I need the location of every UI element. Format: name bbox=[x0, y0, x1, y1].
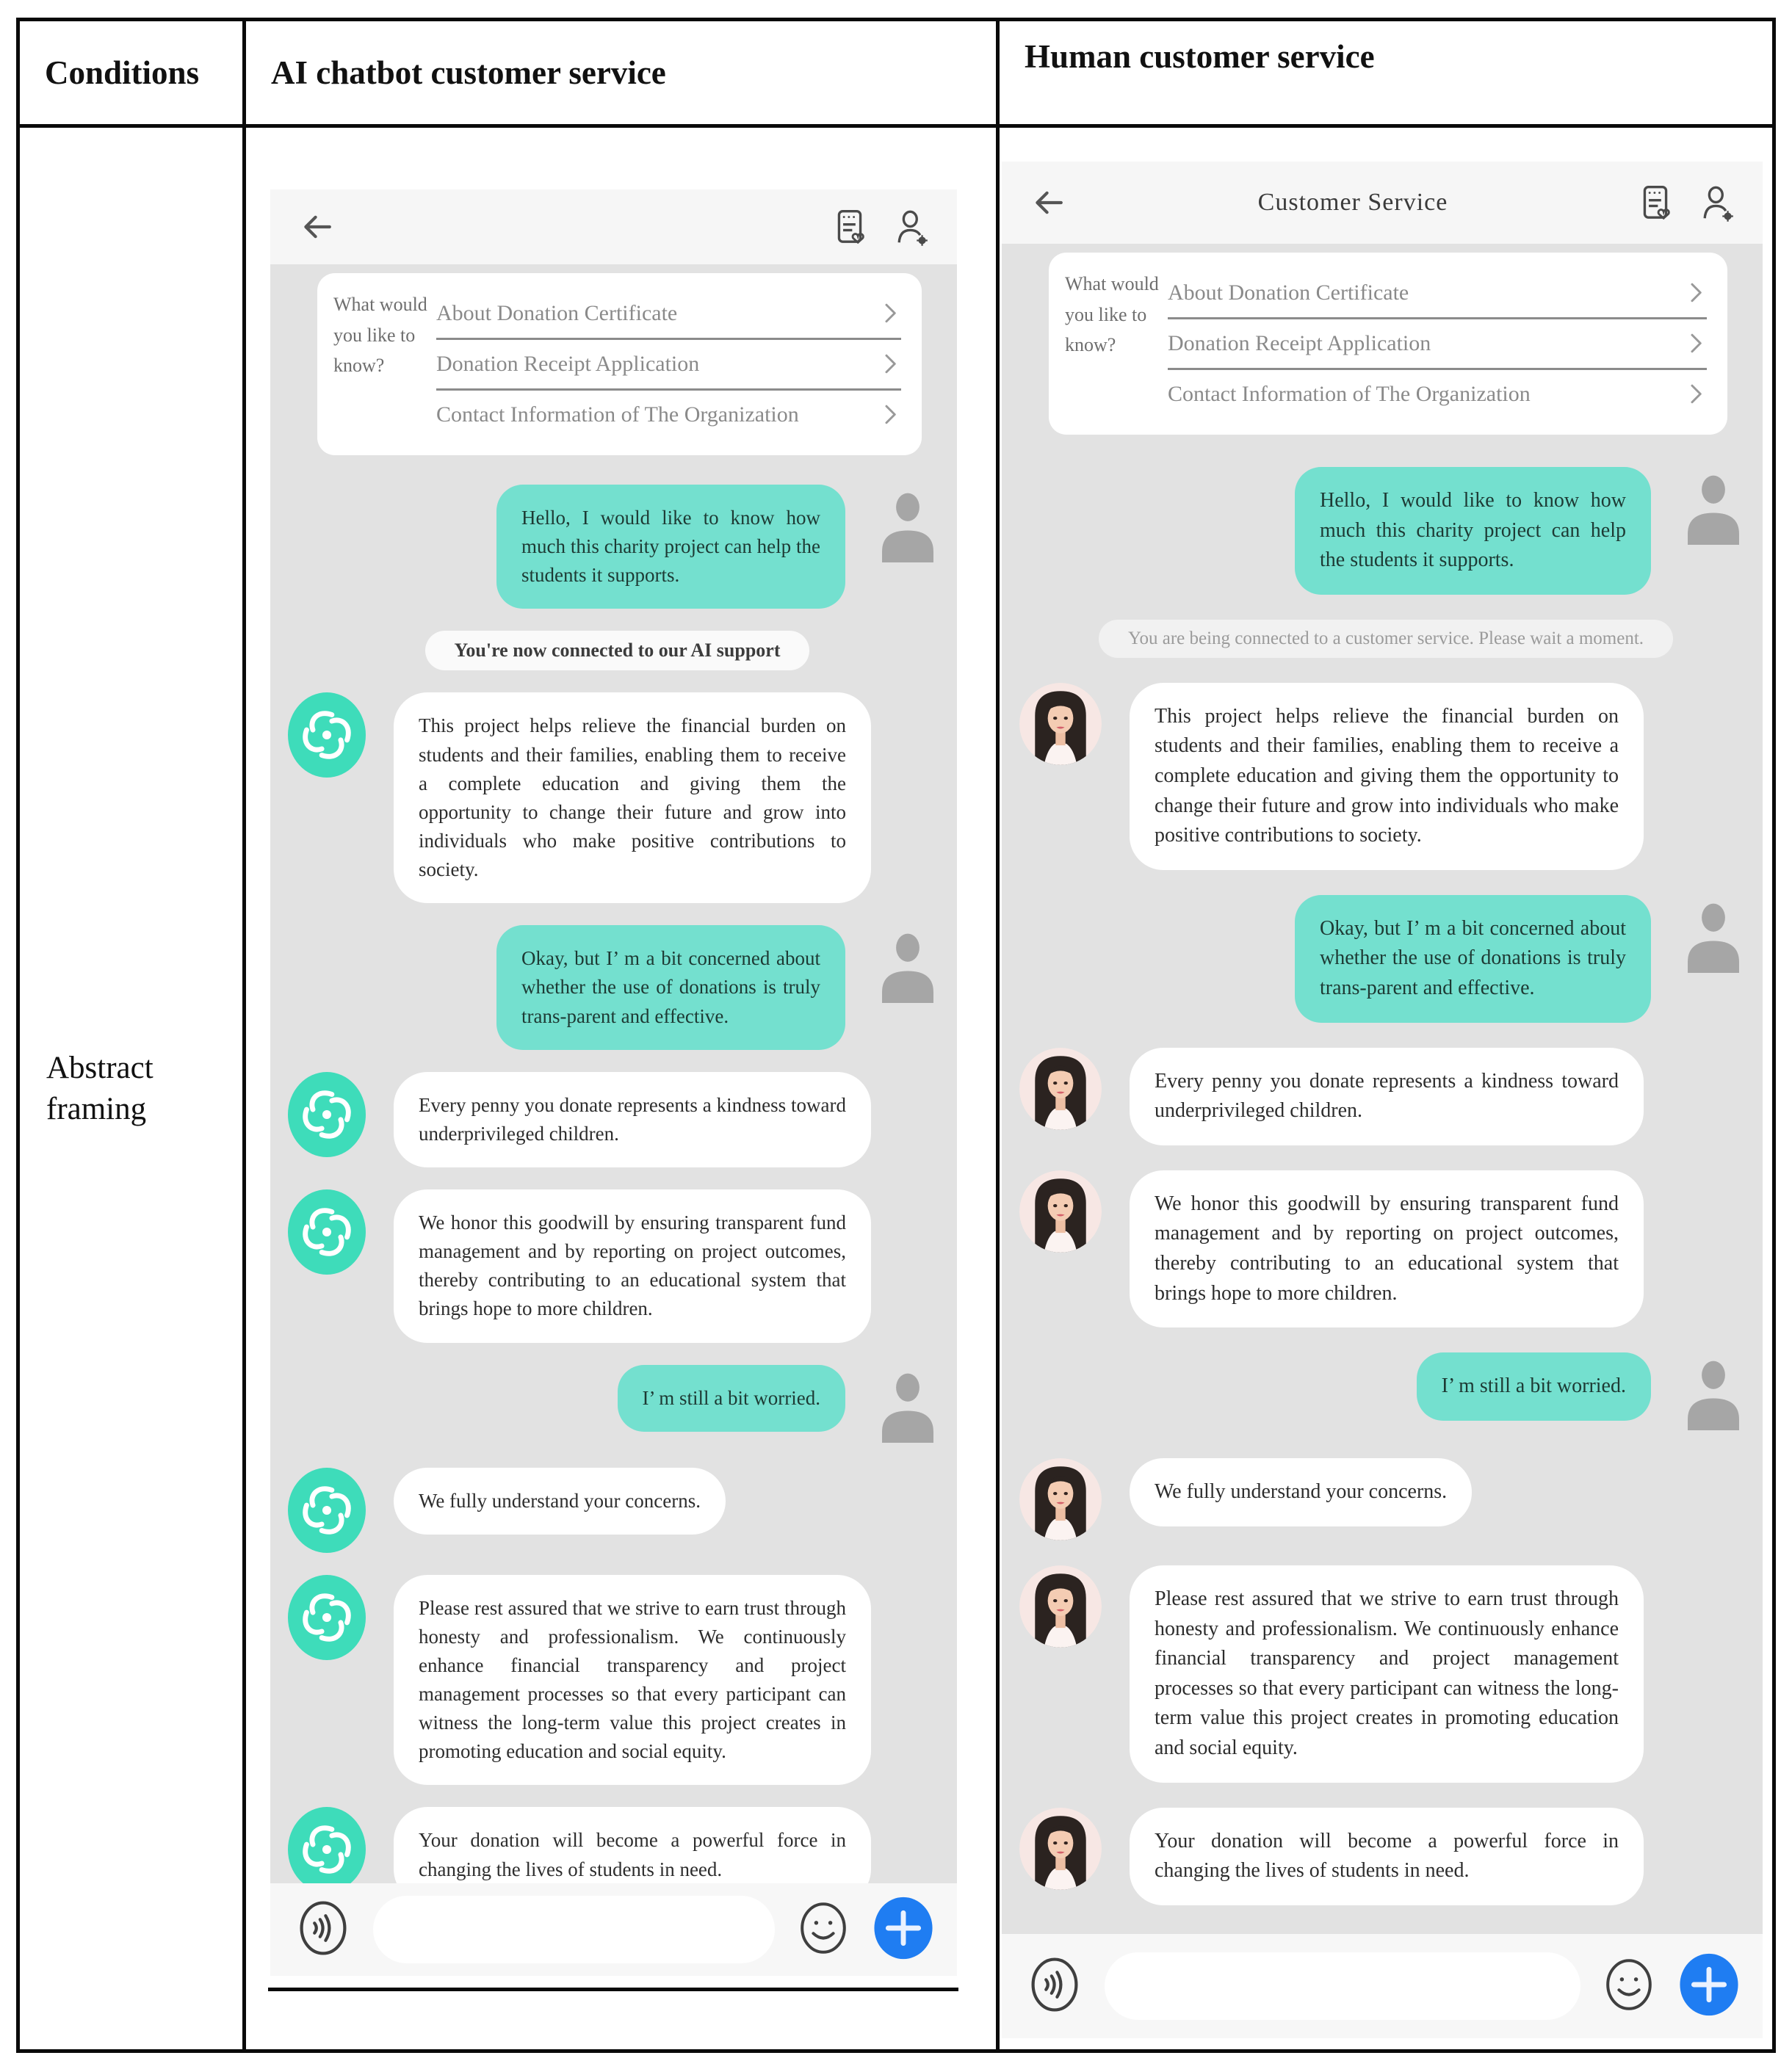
agent-message-row bbox=[288, 1807, 947, 1883]
quick-menu-card bbox=[317, 273, 922, 455]
chevron-right-icon bbox=[879, 351, 901, 377]
smiley-icon bbox=[794, 1899, 853, 1957]
agent-message-row bbox=[288, 1468, 947, 1553]
agent-message-row bbox=[288, 1189, 947, 1343]
chat-bubble-user: Hello, I would like to know how much this charity project can help the students it supports. bbox=[496, 485, 845, 609]
ai-avatar bbox=[288, 1807, 366, 1883]
ai-chat-phone bbox=[270, 189, 957, 1976]
user-avatar bbox=[869, 485, 947, 565]
chat-bubble-agent: This project helps relieve the financial burden on students and their families, enabling them to receive a complete education and giving them the opportunity to change their future and grow into individuals who make positive contributions to society. bbox=[1130, 683, 1644, 870]
human-column-header-label: Human customer service bbox=[1025, 38, 1375, 75]
agent-message-row bbox=[1019, 1170, 1752, 1327]
chat-bubble-agent: We fully understand your concerns. bbox=[1130, 1458, 1472, 1526]
human-chat-phone bbox=[1002, 162, 1763, 2038]
human-phone-header bbox=[1002, 162, 1763, 244]
human-chat-thread bbox=[1002, 244, 1763, 1934]
chat-bubble-agent: Please rest assured that we strive to earn trust through honesty and professionalism. We continuously enhance financial transparency and project management processes so that every participant can witness the long-term value this project creates in promoting education and social equity. bbox=[1130, 1565, 1644, 1783]
ai-swirl-logo-icon bbox=[295, 1586, 358, 1649]
agent-message-row bbox=[1019, 1458, 1752, 1540]
user-avatar bbox=[1674, 467, 1752, 548]
quick-menu-item-label: Contact Information of The Organization bbox=[1168, 382, 1531, 406]
quick-menu-prompt: What would you like to know? bbox=[1065, 273, 1159, 356]
agent-message-row bbox=[288, 1575, 947, 1786]
voice-wave-icon bbox=[1024, 1954, 1085, 2015]
user-message-row bbox=[288, 485, 947, 609]
agent-message-row bbox=[1019, 1565, 1752, 1783]
report-button[interactable] bbox=[829, 206, 870, 247]
user-avatar bbox=[869, 925, 947, 1006]
user-avatar bbox=[869, 1365, 947, 1446]
back-button[interactable] bbox=[1027, 181, 1071, 225]
agent-message-row bbox=[1019, 1048, 1752, 1145]
agent-avatar bbox=[1019, 1170, 1102, 1253]
quick-menu-item[interactable] bbox=[1168, 317, 1707, 368]
plus-icon bbox=[1677, 1953, 1741, 2016]
emoji-button[interactable] bbox=[1600, 1955, 1658, 2017]
profile-settings-button[interactable] bbox=[891, 206, 932, 247]
status-row bbox=[288, 631, 947, 670]
chat-bubble-agent: Your donation will become a powerful force in changing the lives of students in need. bbox=[1130, 1808, 1644, 1905]
ai-swirl-logo-icon bbox=[295, 1200, 358, 1264]
ai-chat-thread bbox=[270, 264, 957, 1883]
user-message-row bbox=[288, 1365, 947, 1446]
conditions-header-label: Conditions bbox=[45, 54, 200, 91]
chevron-right-icon bbox=[1685, 280, 1707, 305]
emoji-button[interactable] bbox=[794, 1899, 853, 1960]
status-pill: You are being connected to a customer service. Please wait a moment. bbox=[1099, 620, 1673, 658]
user-silhouette-icon bbox=[869, 925, 947, 1003]
back-arrow-icon bbox=[295, 205, 339, 249]
user-message-row bbox=[1019, 895, 1752, 1023]
chat-bubble-user: Hello, I would like to know how much this charity project can help the students it supports. bbox=[1295, 467, 1651, 595]
add-button[interactable] bbox=[1677, 1953, 1741, 2019]
ai-phone-cell bbox=[246, 128, 1000, 2049]
user-message-row bbox=[1019, 467, 1752, 595]
voice-button[interactable] bbox=[1024, 1954, 1085, 2018]
ai-avatar bbox=[288, 1072, 366, 1157]
agent-photo bbox=[1019, 683, 1102, 765]
chat-bubble-agent: We honor this goodwill by ensuring transparent fund management and by reporting on project outcomes, thereby contributing to an educational system that brings hope to more children. bbox=[1130, 1170, 1644, 1327]
ai-swirl-logo-icon bbox=[295, 703, 358, 767]
user-silhouette-icon bbox=[869, 1365, 947, 1443]
quick-menu-prompt: What would you like to know? bbox=[333, 294, 427, 377]
abstract-framing-label: Abstract framing bbox=[46, 1050, 153, 1126]
quick-menu-item[interactable] bbox=[436, 289, 901, 338]
user-avatar bbox=[1674, 895, 1752, 976]
chat-bubble-user: Okay, but I’ m a bit concerned about whether the use of donations is truly trans-parent and effective. bbox=[1295, 895, 1651, 1023]
quick-menu-item-label: Contact Information of The Organization bbox=[436, 402, 799, 427]
chat-bubble-agent: We fully understand your concerns. bbox=[394, 1468, 726, 1535]
voice-button[interactable] bbox=[292, 1897, 354, 1962]
ai-avatar bbox=[288, 1468, 366, 1553]
ai-swirl-logo-icon bbox=[295, 1479, 358, 1542]
agent-photo bbox=[1019, 1565, 1102, 1648]
profile-settings-icon bbox=[1697, 182, 1738, 223]
chat-bubble-user: I’ m still a bit worried. bbox=[618, 1365, 845, 1432]
message-input[interactable] bbox=[1105, 1952, 1580, 2020]
chevron-right-icon bbox=[879, 300, 901, 327]
report-button[interactable] bbox=[1635, 182, 1676, 223]
user-avatar bbox=[1674, 1352, 1752, 1433]
quick-menu-item-label: About Donation Certificate bbox=[436, 301, 678, 325]
chevron-right-icon bbox=[879, 402, 901, 427]
quick-menu-item-label: About Donation Certificate bbox=[1168, 280, 1409, 305]
chat-bubble-agent: Every penny you donate represents a kindness toward underprivileged children. bbox=[394, 1072, 871, 1167]
ai-swirl-logo-icon bbox=[295, 1083, 358, 1146]
report-heart-icon bbox=[829, 206, 870, 247]
quick-menu-item[interactable] bbox=[1168, 269, 1707, 317]
chat-bubble-user: I’ m still a bit worried. bbox=[1417, 1352, 1651, 1421]
conditions-table bbox=[16, 18, 1776, 2053]
human-phone-title: Customer Service bbox=[1257, 189, 1448, 216]
quick-menu-item-label: Donation Receipt Application bbox=[436, 352, 700, 376]
user-silhouette-icon bbox=[1674, 895, 1752, 973]
add-button[interactable] bbox=[872, 1897, 935, 1963]
agent-message-row bbox=[288, 1072, 947, 1167]
chevron-right-icon bbox=[1685, 381, 1707, 407]
agent-avatar bbox=[1019, 683, 1102, 765]
profile-settings-button[interactable] bbox=[1697, 182, 1738, 223]
chat-bubble-agent: Your donation will become a powerful force in changing the lives of students in need. bbox=[394, 1807, 871, 1883]
ai-avatar bbox=[288, 692, 366, 778]
ai-swirl-logo-icon bbox=[295, 1818, 358, 1881]
user-message-row bbox=[288, 925, 947, 1049]
report-heart-icon bbox=[1635, 182, 1676, 223]
ai-avatar bbox=[288, 1575, 366, 1660]
user-message-row bbox=[1019, 1352, 1752, 1433]
voice-wave-icon bbox=[292, 1897, 354, 1959]
chevron-right-icon bbox=[1685, 381, 1707, 407]
human-input-bar bbox=[1002, 1934, 1763, 2038]
user-silhouette-icon bbox=[869, 485, 947, 562]
user-silhouette-icon bbox=[1674, 1352, 1752, 1430]
ai-column-header-label: AI chatbot customer service bbox=[271, 54, 666, 91]
phone-image-underline bbox=[268, 1988, 958, 1991]
header-cell-ai bbox=[246, 21, 1000, 128]
quick-menu-item-label: Donation Receipt Application bbox=[1168, 331, 1431, 355]
back-arrow-icon bbox=[1027, 181, 1071, 225]
header-cell-human bbox=[1000, 21, 1772, 128]
agent-avatar bbox=[1019, 1458, 1102, 1540]
agent-avatar bbox=[1019, 1565, 1102, 1648]
row-label-cell bbox=[20, 128, 246, 2049]
agent-message-row bbox=[1019, 1808, 1752, 1905]
agent-message-row bbox=[1019, 683, 1752, 870]
chat-bubble-agent: Please rest assured that we strive to earn trust through honesty and professionalism. We continuously enhance financial transparency and project management processes so that every participant can witness the long-term value this project creates in promoting education and social equity. bbox=[394, 1575, 871, 1786]
status-pill: You're now connected to our AI support bbox=[425, 631, 810, 670]
chevron-right-icon bbox=[879, 351, 901, 377]
status-row bbox=[1019, 620, 1752, 658]
header-cell-conditions bbox=[20, 21, 246, 128]
agent-photo bbox=[1019, 1808, 1102, 1890]
ai-input-bar bbox=[270, 1883, 957, 1976]
chevron-right-icon bbox=[879, 402, 901, 428]
ai-phone-header bbox=[270, 189, 957, 264]
chat-bubble-agent: This project helps relieve the financial burden on students and their families, enabling them to receive a complete education and giving them the opportunity to change their future and grow into individuals who make positive contributions to society. bbox=[394, 692, 871, 903]
smiley-icon bbox=[1600, 1955, 1658, 2014]
back-button[interactable] bbox=[295, 205, 339, 249]
quick-menu-item[interactable] bbox=[436, 338, 901, 388]
quick-menu-items bbox=[1168, 269, 1707, 419]
quick-menu-item[interactable] bbox=[436, 388, 901, 439]
chat-bubble-user: Okay, but I’ m a bit concerned about whether the use of donations is truly trans-parent and effective. bbox=[496, 925, 845, 1049]
agent-avatar bbox=[1019, 1808, 1102, 1890]
ai-avatar bbox=[288, 1189, 366, 1275]
message-input[interactable] bbox=[373, 1896, 775, 1963]
profile-settings-icon bbox=[891, 206, 932, 247]
chat-bubble-agent: Every penny you donate represents a kindness toward underprivileged children. bbox=[1130, 1048, 1644, 1145]
quick-menu-items bbox=[436, 289, 901, 439]
chevron-right-icon bbox=[879, 300, 901, 326]
quick-menu-item[interactable] bbox=[1168, 368, 1707, 419]
human-phone-cell bbox=[1000, 128, 1772, 2049]
agent-photo bbox=[1019, 1458, 1102, 1540]
user-silhouette-icon bbox=[1674, 467, 1752, 545]
chat-bubble-agent: We honor this goodwill by ensuring transparent fund management and by reporting on project outcomes, thereby contributing to an educational system that brings hope to more children. bbox=[394, 1189, 871, 1343]
agent-message-row bbox=[288, 692, 947, 903]
agent-avatar bbox=[1019, 1048, 1102, 1130]
chevron-right-icon bbox=[1685, 280, 1707, 306]
agent-photo bbox=[1019, 1170, 1102, 1253]
agent-photo bbox=[1019, 1048, 1102, 1130]
plus-icon bbox=[872, 1897, 935, 1960]
quick-menu-card bbox=[1049, 253, 1727, 435]
chevron-right-icon bbox=[1685, 330, 1707, 356]
chevron-right-icon bbox=[1685, 330, 1707, 357]
